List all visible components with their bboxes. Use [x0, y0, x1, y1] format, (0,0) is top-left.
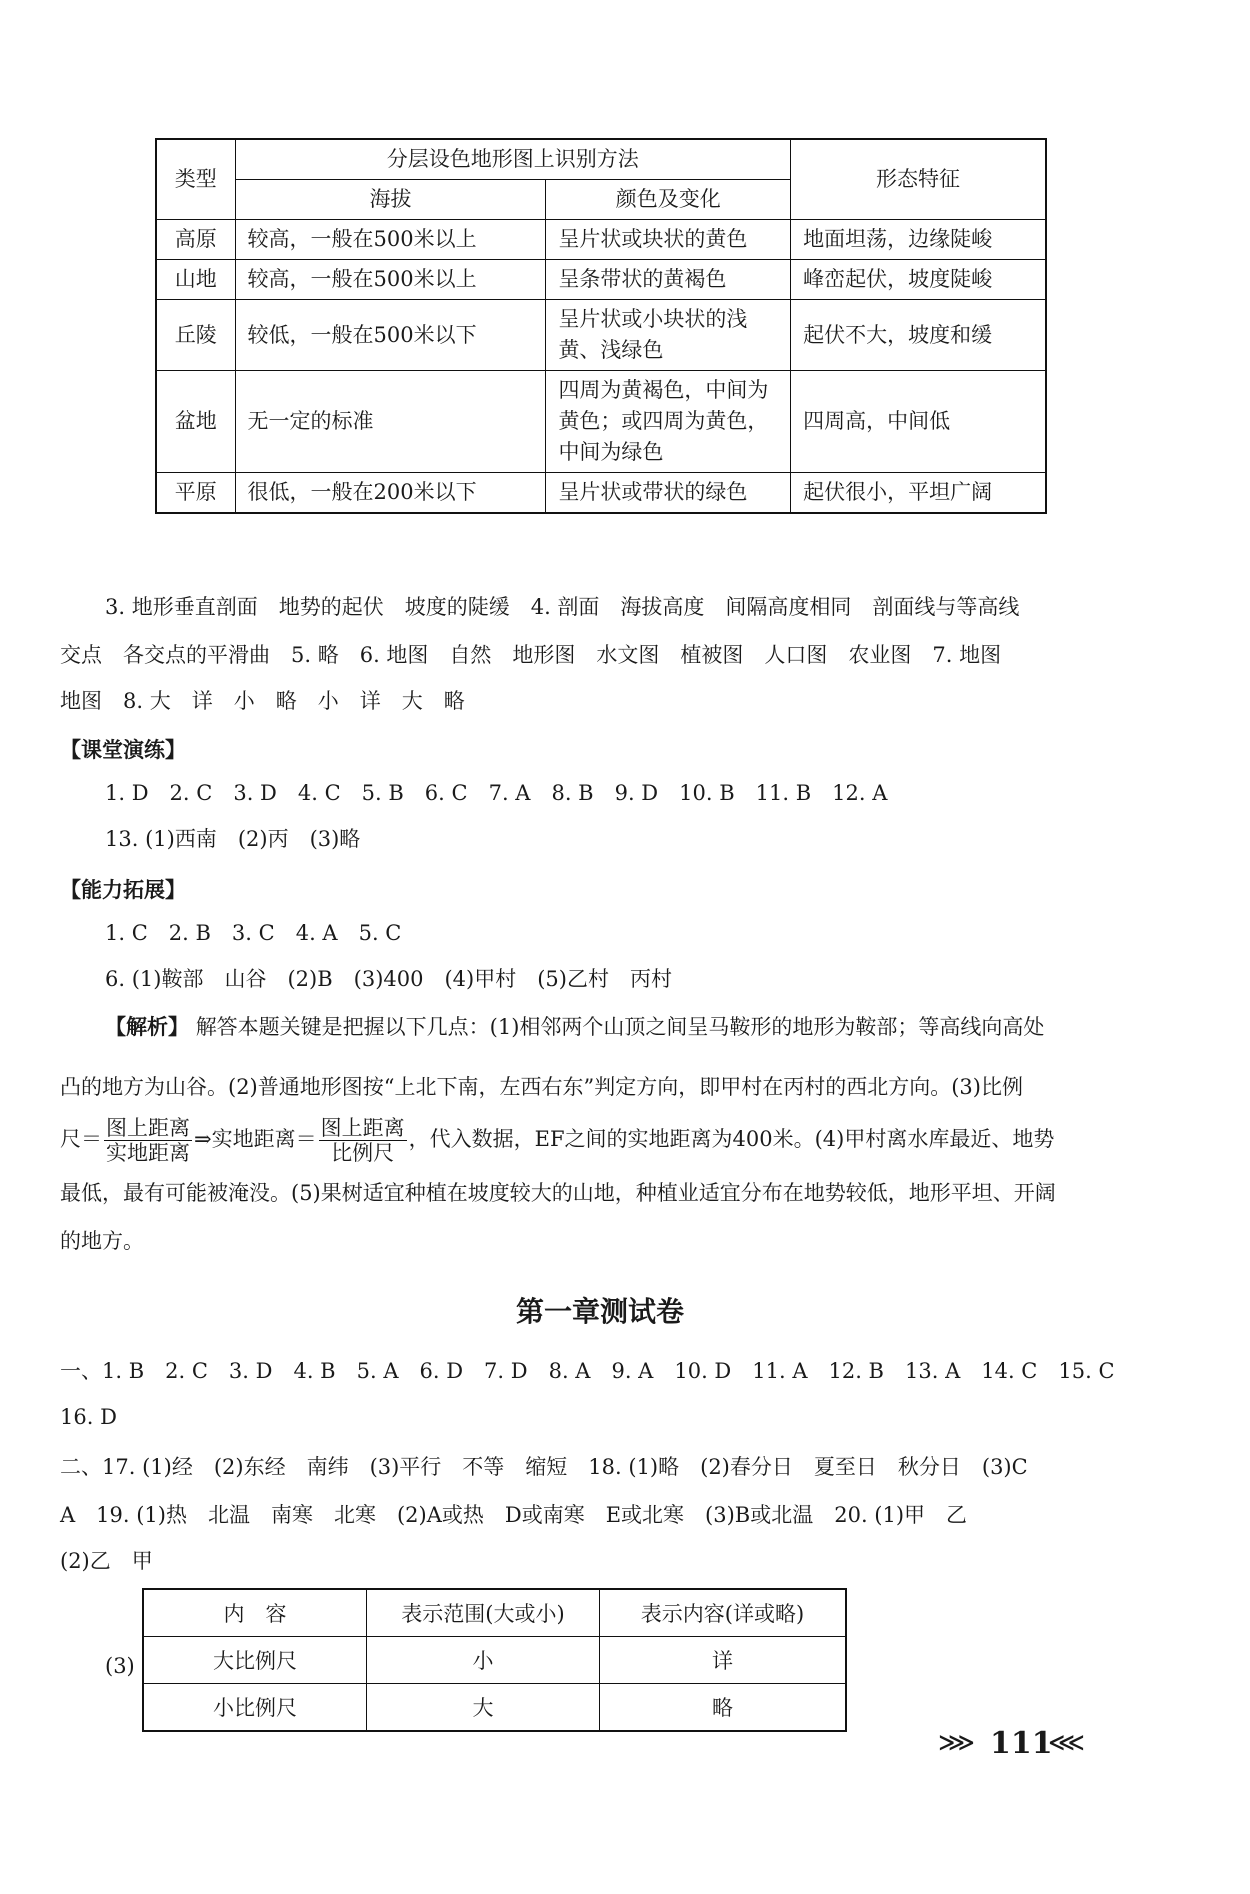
table-row	[156, 371, 1046, 473]
header-type: 类型	[156, 139, 235, 220]
fraction-denominator: 实地距离	[106, 1141, 190, 1165]
header-method: 分层设色地形图上识别方法	[235, 139, 791, 180]
fraction-distance	[319, 1116, 407, 1165]
answer-line: 6. (1)鞍部 山谷 (2)B (3)400 (4)甲村 (5)乙村 丙村	[105, 967, 672, 991]
cell-form: 起伏很小，平坦广阔	[791, 473, 1046, 514]
cell-color: 四周为黄褐色，中间为黄色；或四周为黄色，中间为绿色	[546, 371, 791, 473]
fraction-numerator: 图上距离	[106, 1116, 190, 1140]
analysis-label: 【解析】	[105, 1014, 189, 1039]
cell-color: 呈片状或块状的黄色	[546, 220, 791, 260]
right-ornament-icon: ⋘	[1048, 1728, 1085, 1758]
item-3-label: (3)	[105, 1654, 135, 1678]
test-line: 16. D	[60, 1405, 117, 1429]
scale-table	[142, 1588, 847, 1732]
analysis-text: 解答本题关键是把握以下几点：(1)相邻两个山顶之间呈马鞍形的地形为鞍部；等高线向高处	[195, 1015, 1045, 1039]
cell-type: 盆地	[156, 371, 235, 473]
cell-scale: 小比例尺	[143, 1684, 367, 1732]
cell-color: 呈片状或小块状的浅黄、浅绿色	[546, 300, 791, 371]
fraction-denominator: 比例尺	[331, 1141, 395, 1165]
cell-type: 平原	[156, 473, 235, 514]
section-heading-classroom: 【课堂演练】	[60, 737, 186, 762]
cell-range: 大	[367, 1684, 600, 1732]
chapter-title: 第一章测试卷	[515, 1295, 684, 1328]
cell-altitude: 很低，一般在200米以下	[235, 473, 546, 514]
section-heading-extension: 【能力拓展】	[60, 877, 186, 902]
test-line: 二、17. (1)经 (2)东经 南纬 (3)平行 不等 缩短 18. (1)略 (2)春分日 夏至日 秋分日 (3)C	[60, 1455, 1028, 1479]
analysis-formula-line	[60, 1116, 1140, 1165]
cell-type: 高原	[156, 220, 235, 260]
cell-altitude: 较高，一般在500米以上	[235, 260, 546, 300]
answer-line: 1. C 2. B 3. C 4. A 5. C	[105, 921, 402, 945]
cell-altitude: 较低，一般在500米以下	[235, 300, 546, 371]
table-row	[156, 260, 1046, 300]
cell-color: 呈片状或带状的绿色	[546, 473, 791, 514]
left-ornament-icon: ⋙	[938, 1728, 975, 1758]
header-altitude: 海拔	[235, 180, 546, 220]
header-detail: 表示内容(详或略)	[600, 1589, 847, 1637]
fraction-scale	[104, 1116, 192, 1165]
analysis-line: 最低，最有可能被淹没。(5)果树适宜种植在坡度较大的山地，种植业适宜分布在地势较低，地形平坦、开阔	[60, 1181, 1056, 1205]
answer-line: 13. (1)西南 (2)丙 (3)略	[105, 827, 361, 851]
analysis-line: 的地方。	[60, 1229, 144, 1253]
table-row	[156, 300, 1046, 371]
table-row	[143, 1637, 846, 1684]
formula-suffix: ，代入数据，EF之间的实地距离为400米。(4)甲村离水库最近、地势	[408, 1127, 1055, 1151]
cell-detail: 略	[600, 1684, 847, 1732]
cell-range: 小	[367, 1637, 600, 1684]
answer-line: 3. 地形垂直剖面 地势的起伏 坡度的陡缓 4. 剖面 海拔高度 间隔高度相同 剖面线与等高线	[105, 595, 1020, 619]
table-row	[156, 473, 1046, 514]
cell-altitude: 无一定的标准	[235, 371, 546, 473]
cell-detail: 详	[600, 1637, 847, 1684]
answer-line: 交点 各交点的平滑曲 5. 略 6. 地图 自然 地形图 水文图 植被图 人口图 农业图 7. 地图	[60, 643, 1002, 667]
test-line: 一、1. B 2. C 3. D 4. B 5. A 6. D 7. D 8. A 9. A 10. D 11. A 12. B 13. A 14. C 15. C	[60, 1359, 1115, 1383]
header-range: 表示范围(大或小)	[367, 1589, 600, 1637]
cell-scale: 大比例尺	[143, 1637, 367, 1684]
page-number: 111	[990, 1726, 1053, 1761]
formula-prefix: 尺＝	[60, 1127, 102, 1151]
analysis-line	[105, 1012, 1185, 1042]
header-form: 形态特征	[791, 139, 1046, 220]
table-row	[143, 1684, 846, 1732]
cell-form: 起伏不大，坡度和缓	[791, 300, 1046, 371]
answer-line: 地图 8. 大 详 小 略 小 详 大 略	[60, 689, 465, 713]
cell-form: 地面坦荡，边缘陡峻	[791, 220, 1046, 260]
header-color: 颜色及变化	[546, 180, 791, 220]
cell-color: 呈条带状的黄褐色	[546, 260, 791, 300]
cell-form: 峰峦起伏，坡度陡峻	[791, 260, 1046, 300]
fraction-numerator: 图上距离	[320, 1116, 405, 1140]
test-line: (2)乙 甲	[60, 1549, 153, 1573]
test-line: A 19. (1)热 北温 南寒 北寒 (2)A或热 D或南寒 E或北寒 (3)B或北温 20. (1)甲 乙	[60, 1503, 968, 1527]
cell-type: 山地	[156, 260, 235, 300]
cell-altitude: 较高，一般在500米以上	[235, 220, 546, 260]
cell-form: 四周高，中间低	[791, 371, 1046, 473]
analysis-line: 凸的地方为山谷。(2)普通地形图按“上北下南，左西右东”判定方向，即甲村在丙村的西北方向。(3)比例	[60, 1075, 1023, 1099]
header-content: 内 容	[143, 1589, 367, 1637]
cell-type: 丘陵	[156, 300, 235, 371]
answer-line: 1. D 2. C 3. D 4. C 5. B 6. C 7. A 8. B 9. D 10. B 11. B 12. A	[105, 781, 888, 805]
formula-arrow: ⇒实地距离＝	[194, 1127, 317, 1151]
landform-table	[155, 138, 1047, 514]
table-row	[156, 220, 1046, 260]
